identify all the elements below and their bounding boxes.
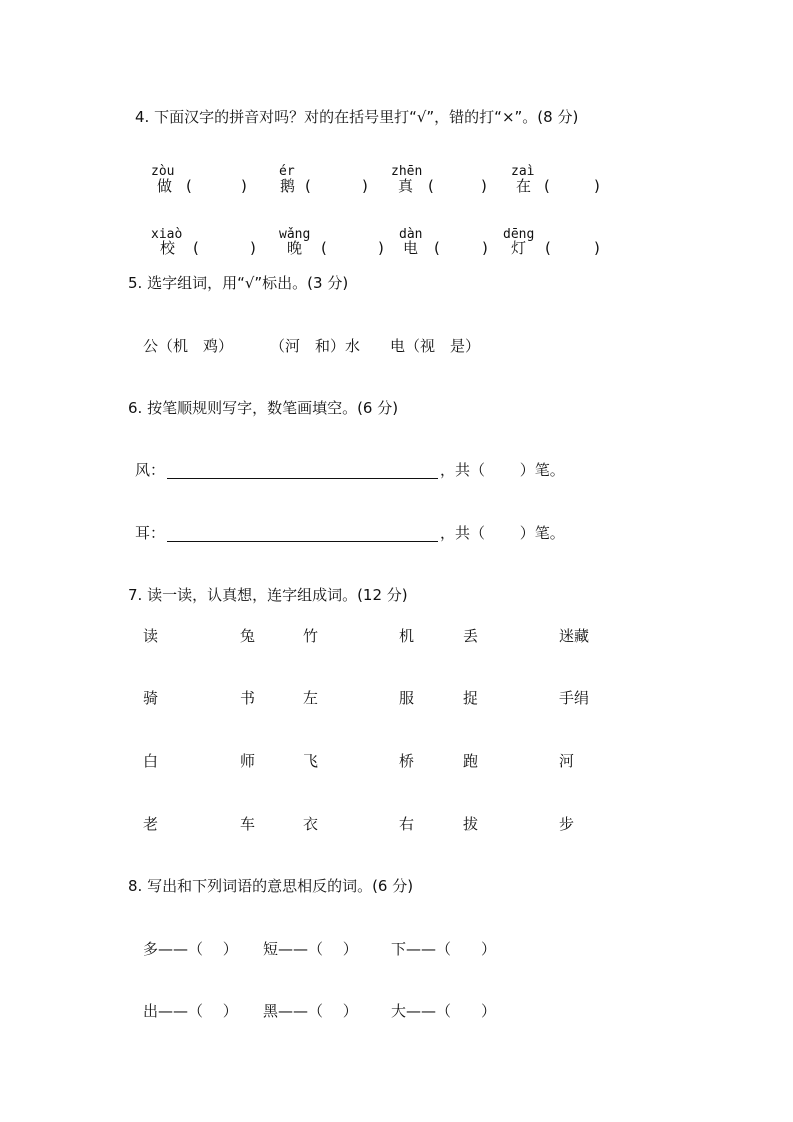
match-word[interactable]: 机 xyxy=(399,627,415,645)
match-word[interactable]: 骑 xyxy=(143,689,159,707)
pinyin-label: ér xyxy=(279,164,295,179)
q5-item: （河 和）水 xyxy=(270,337,361,355)
hanzi-char: 晚 xyxy=(287,239,303,257)
match-word[interactable]: 迷藏 xyxy=(559,627,590,645)
hanzi-char: 做 xyxy=(157,177,173,195)
match-word[interactable]: 丢 xyxy=(463,627,479,645)
answer-bracket-close: ) xyxy=(362,177,368,195)
q6-char: 耳： xyxy=(135,524,166,542)
match-word[interactable]: 飞 xyxy=(303,752,319,770)
q5-item: 公（机 鸡） xyxy=(143,337,234,355)
match-word[interactable]: 白 xyxy=(143,752,159,770)
pinyin-label: dàn xyxy=(399,227,423,242)
answer-bracket-close: ) xyxy=(378,239,384,257)
answer-bracket-open[interactable]: ( xyxy=(186,177,192,195)
answer-bracket-close: ) xyxy=(250,239,256,257)
q7-title: 7. 读一读，认真想，连字组成词。(12 分) xyxy=(128,586,408,604)
hanzi-char: 在 xyxy=(516,177,532,195)
pinyin-label: dēng xyxy=(503,227,535,242)
pinyin-label: wǎng xyxy=(279,227,311,242)
antonym-item: 多——（ ） xyxy=(143,940,238,958)
q6-title: 6. 按笔顺规则写字，数笔画填空。(6 分) xyxy=(128,399,399,417)
match-word[interactable]: 右 xyxy=(399,815,415,833)
match-word[interactable]: 衣 xyxy=(303,815,319,833)
answer-bracket-open[interactable]: ( xyxy=(305,177,311,195)
q6-char: 风： xyxy=(135,461,166,479)
match-word[interactable]: 捉 xyxy=(463,689,479,707)
q8-title: 8. 写出和下列词语的意思相反的词。(6 分) xyxy=(128,877,414,895)
match-word[interactable]: 兔 xyxy=(240,627,256,645)
hanzi-char: 灯 xyxy=(511,239,527,257)
antonym-item: 下——（ ） xyxy=(391,940,497,958)
match-word[interactable]: 读 xyxy=(143,627,159,645)
match-word[interactable]: 步 xyxy=(559,815,575,833)
q6-suffix: ，共（ ）笔。 xyxy=(440,524,565,542)
antonym-item: 出——（ ） xyxy=(143,1002,238,1020)
antonym-item: 大——（ ） xyxy=(391,1002,497,1020)
pinyin-label: xiaò xyxy=(151,227,183,242)
pinyin-label: zòu xyxy=(151,164,175,179)
q5-title: 5. 选字组词，用“√”标出。(3 分) xyxy=(128,274,349,292)
answer-bracket-close: ) xyxy=(594,239,600,257)
hanzi-char: 真 xyxy=(398,177,414,195)
antonym-item: 黑——（ ） xyxy=(263,1002,358,1020)
hanzi-char: 校 xyxy=(160,239,176,257)
answer-bracket-open[interactable]: ( xyxy=(193,239,199,257)
match-word[interactable]: 拔 xyxy=(463,815,479,833)
match-word[interactable]: 书 xyxy=(240,689,256,707)
q6-suffix: ，共（ ）笔。 xyxy=(440,461,565,479)
q4-title: 4. 下面汉字的拼音对吗？对的在括号里打“√”，错的打“×”。(8 分) xyxy=(135,108,579,126)
q5-item: 电（视 是） xyxy=(390,337,481,355)
answer-bracket-open[interactable]: ( xyxy=(321,239,327,257)
answer-bracket-open[interactable]: ( xyxy=(434,239,440,257)
answer-bracket-close: ) xyxy=(594,177,600,195)
match-word[interactable]: 左 xyxy=(303,689,319,707)
match-word[interactable]: 河 xyxy=(559,752,575,770)
answer-bracket-open[interactable]: ( xyxy=(428,177,434,195)
match-word[interactable]: 服 xyxy=(399,689,415,707)
match-word[interactable]: 桥 xyxy=(399,752,415,770)
match-word[interactable]: 师 xyxy=(240,752,256,770)
match-word[interactable]: 老 xyxy=(143,815,159,833)
q6-answer-line[interactable] xyxy=(167,478,438,479)
answer-bracket-open[interactable]: ( xyxy=(544,177,550,195)
hanzi-char: 鹅 xyxy=(280,177,296,195)
match-word[interactable]: 竹 xyxy=(303,627,319,645)
answer-bracket-open[interactable]: ( xyxy=(545,239,551,257)
match-word[interactable]: 跑 xyxy=(463,752,479,770)
answer-bracket-close: ) xyxy=(482,239,488,257)
antonym-item: 短——（ ） xyxy=(263,940,358,958)
pinyin-label: zaì xyxy=(511,164,535,179)
answer-bracket-close: ) xyxy=(481,177,487,195)
match-word[interactable]: 车 xyxy=(240,815,256,833)
hanzi-char: 电 xyxy=(403,239,419,257)
pinyin-label: zhēn xyxy=(391,164,423,179)
answer-bracket-close: ) xyxy=(241,177,247,195)
q6-answer-line[interactable] xyxy=(167,541,438,542)
match-word[interactable]: 手绢 xyxy=(559,689,590,707)
